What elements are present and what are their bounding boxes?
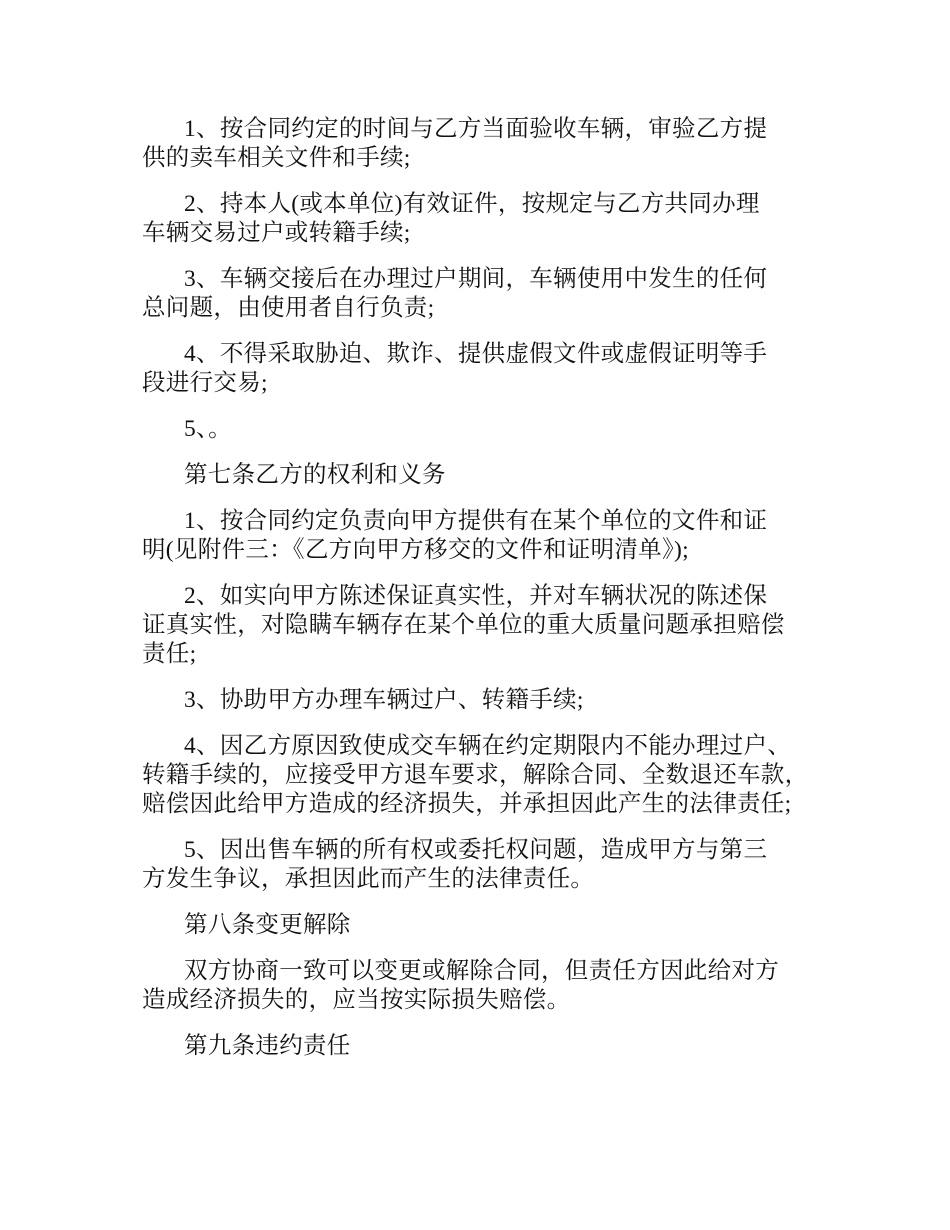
clause-paragraph xyxy=(142,415,832,444)
text-line: 2、如实向甲方陈述保证真实性，并对车辆状况的陈述保 xyxy=(184,583,768,609)
text-line: 第七条乙方的权利和义务 xyxy=(184,462,446,488)
text-line: 5、因出售车辆的所有权或委托权问题，造成甲方与第三 xyxy=(184,837,768,863)
text-line: 供的卖车相关文件和手续; xyxy=(142,145,411,171)
text-line: 造成经济损失的，应当按实际损失赔偿。 xyxy=(142,987,571,1013)
text-line: 1、按合同约定负责向甲方提供有在某个单位的文件和证 xyxy=(184,508,768,534)
text-line: 转籍手续的，应接受甲方退车要求，解除合同、全数退还车款， xyxy=(142,762,809,788)
clause-paragraph xyxy=(142,190,832,248)
section-heading xyxy=(142,461,832,490)
text-line: 4、不得采取胁迫、欺诈、提供虚假文件或虚假证明等手 xyxy=(184,341,768,367)
text-line: 2、持本人(或本单位)有效证件，按规定与乙方共同办理 xyxy=(184,191,760,217)
document-body xyxy=(142,115,832,1078)
text-line: 第八条变更解除 xyxy=(184,912,351,938)
text-line: 双方协商一致可以变更或解除合同，但责任方因此给对方 xyxy=(184,958,779,984)
text-line: 1、按合同约定的时间与乙方当面验收车辆，审验乙方提 xyxy=(184,116,768,142)
text-line: 3、车辆交接后在办理过户期间，车辆使用中发生的任何 xyxy=(184,266,768,292)
text-line: 5、。 xyxy=(184,416,232,442)
text-line: 责任; xyxy=(142,641,197,667)
clause-paragraph xyxy=(142,836,832,894)
text-line: 方发生争议，承担因此而产生的法律责任。 xyxy=(142,866,595,892)
text-line: 明(见附件三：《乙方向甲方移交的文件和证明清单》); xyxy=(142,537,689,563)
text-line: 第九条违约责任 xyxy=(184,1033,351,1059)
clause-paragraph xyxy=(142,732,832,819)
text-line: 4、因乙方原因致使成交车辆在约定期限内不能办理过户、 xyxy=(184,733,792,759)
clause-paragraph xyxy=(142,265,832,323)
clause-paragraph xyxy=(142,957,832,1015)
clause-paragraph xyxy=(142,340,832,398)
text-line: 3、协助甲方办理车辆过户、转籍手续; xyxy=(184,687,584,713)
clause-paragraph xyxy=(142,582,832,669)
clause-paragraph xyxy=(142,686,832,715)
section-heading xyxy=(142,1032,832,1061)
section-heading xyxy=(142,911,832,940)
text-line: 总问题，由使用者自行负责; xyxy=(142,295,435,321)
text-line: 证真实性，对隐瞒车辆存在某个单位的重大质量问题承担赔偿 xyxy=(142,612,785,638)
text-line: 车辆交易过户或转籍手续; xyxy=(142,220,411,246)
text-line: 赔偿因此给甲方造成的经济损失，并承担因此产生的法律责任; xyxy=(142,791,792,817)
clause-paragraph xyxy=(142,507,832,565)
clause-paragraph xyxy=(142,115,832,173)
text-line: 段进行交易; xyxy=(142,370,268,396)
